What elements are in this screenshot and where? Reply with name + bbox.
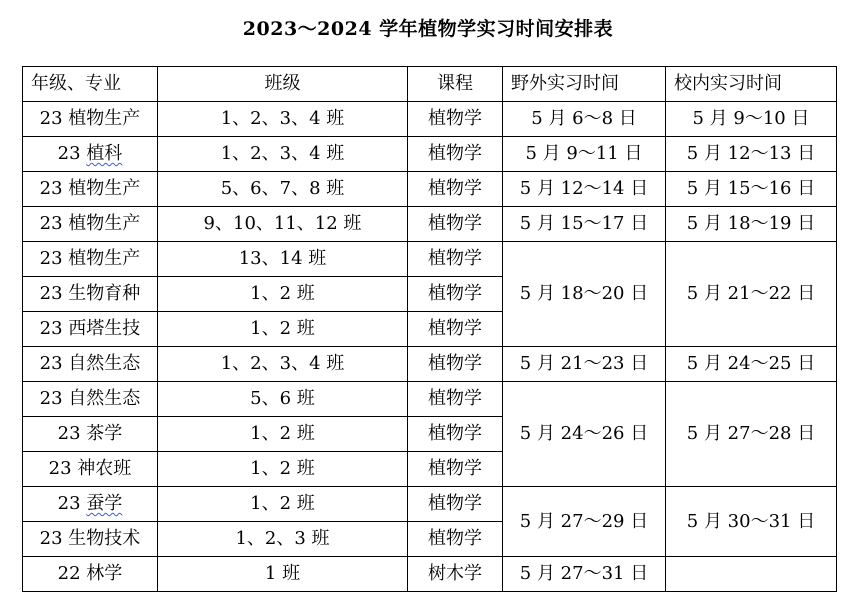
cell-major: 23 神农班 <box>23 452 158 487</box>
table-row <box>23 242 837 277</box>
cell-course: 植物学 <box>408 347 503 382</box>
cell-field-time: 5 月 12～14 日 <box>503 172 666 207</box>
cell-classes: 1、2、3、4 班 <box>158 137 408 172</box>
header-course: 课程 <box>408 67 503 102</box>
cell-course: 植物学 <box>408 452 503 487</box>
cell-course: 植物学 <box>408 312 503 347</box>
table-row <box>23 102 837 137</box>
cell-course: 植物学 <box>408 522 503 557</box>
cell-campus-time: 5 月 9～10 日 <box>666 102 837 137</box>
table-row <box>23 487 837 522</box>
cell-classes: 9、10、11、12 班 <box>158 207 408 242</box>
cell-classes: 1、2、3 班 <box>158 522 408 557</box>
cell-classes: 1、2 班 <box>158 452 408 487</box>
cell-major <box>23 137 158 172</box>
cell-classes: 1 班 <box>158 557 408 592</box>
cell-course: 植物学 <box>408 487 503 522</box>
cell-field-time: 5 月 9～11 日 <box>503 137 666 172</box>
cell-campus-time-merged: 5 月 27～28 日 <box>666 382 837 487</box>
header-campus-time: 校内实习时间 <box>666 67 837 102</box>
cell-field-time-merged: 5 月 18～20 日 <box>503 242 666 347</box>
cell-major: 23 植物生产 <box>23 102 158 137</box>
cell-campus-time-merged: 5 月 30～31 日 <box>666 487 837 557</box>
cell-course: 树木学 <box>408 557 503 592</box>
cell-classes: 13、14 班 <box>158 242 408 277</box>
table-row <box>23 382 837 417</box>
cell-classes: 1、2 班 <box>158 487 408 522</box>
cell-field-time: 5 月 6～8 日 <box>503 102 666 137</box>
cell-major: 23 自然生态 <box>23 382 158 417</box>
header-field-time: 野外实习时间 <box>503 67 666 102</box>
header-classes: 班级 <box>158 67 408 102</box>
cell-field-time-merged: 5 月 24～26 日 <box>503 382 666 487</box>
cell-course: 植物学 <box>408 277 503 312</box>
cell-major <box>23 487 158 522</box>
cell-campus-time: 5 月 18～19 日 <box>666 207 837 242</box>
cell-campus-time-merged: 5 月 21～22 日 <box>666 242 837 347</box>
cell-course: 植物学 <box>408 382 503 417</box>
cell-classes: 1、2 班 <box>158 312 408 347</box>
cell-classes: 1、2 班 <box>158 277 408 312</box>
cell-major-spellcheck-text: 蚕学 <box>86 493 123 514</box>
cell-classes: 1、2、3、4 班 <box>158 347 408 382</box>
cell-course: 植物学 <box>408 417 503 452</box>
table-row <box>23 347 837 382</box>
cell-classes: 1、2 班 <box>158 417 408 452</box>
schedule-table <box>22 66 837 592</box>
cell-course: 植物学 <box>408 242 503 277</box>
cell-major: 23 生物技术 <box>23 522 158 557</box>
table-header-row <box>23 67 837 102</box>
cell-major: 23 植物生产 <box>23 172 158 207</box>
cell-course: 植物学 <box>408 207 503 242</box>
document-title: 2023～2024 学年植物学实习时间安排表 <box>242 18 614 40</box>
cell-campus-time: 5 月 24～25 日 <box>666 347 837 382</box>
cell-field-time-merged: 5 月 27～29 日 <box>503 487 666 557</box>
cell-major-prefix: 23 <box>57 143 87 164</box>
cell-major-spellcheck-text: 植科 <box>86 143 123 164</box>
cell-campus-time: 5 月 12～13 日 <box>666 137 837 172</box>
table-row <box>23 207 837 242</box>
cell-classes: 1、2、3、4 班 <box>158 102 408 137</box>
cell-course: 植物学 <box>408 137 503 172</box>
cell-course: 植物学 <box>408 102 503 137</box>
cell-course: 植物学 <box>408 172 503 207</box>
table-row <box>23 557 837 592</box>
cell-campus-time <box>666 557 837 592</box>
cell-major-prefix: 23 <box>57 493 87 514</box>
cell-major: 23 西塔生技 <box>23 312 158 347</box>
cell-classes: 5、6 班 <box>158 382 408 417</box>
cell-major: 23 茶学 <box>23 417 158 452</box>
table-row <box>23 172 837 207</box>
cell-major: 22 林学 <box>23 557 158 592</box>
header-major: 年级、专业 <box>23 67 158 102</box>
cell-major: 23 植物生产 <box>23 207 158 242</box>
cell-campus-time: 5 月 15～16 日 <box>666 172 837 207</box>
cell-classes: 5、6、7、8 班 <box>158 172 408 207</box>
cell-major: 23 自然生态 <box>23 347 158 382</box>
cell-field-time: 5 月 21～23 日 <box>503 347 666 382</box>
cell-major: 23 生物育种 <box>23 277 158 312</box>
cell-field-time: 5 月 15～17 日 <box>503 207 666 242</box>
cell-field-time: 5 月 27～31 日 <box>503 557 666 592</box>
cell-major: 23 植物生产 <box>23 242 158 277</box>
table-row <box>23 137 837 172</box>
